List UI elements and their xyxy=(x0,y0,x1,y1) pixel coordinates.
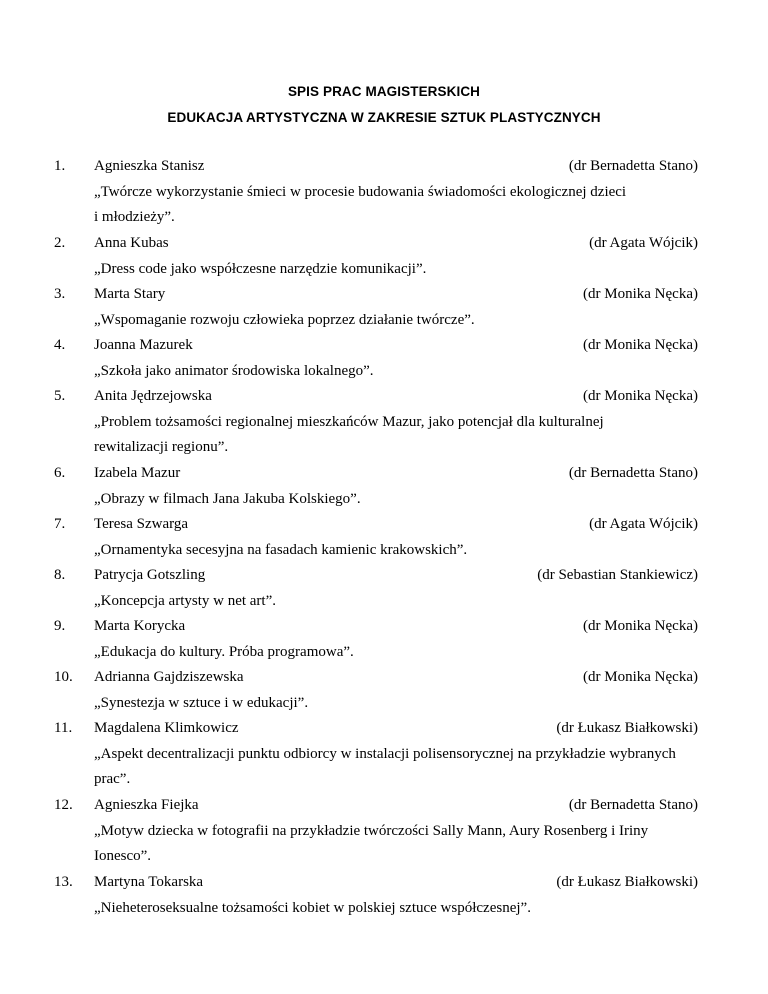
list-item xyxy=(0,665,768,716)
entry-thesis-title: „Motyw dziecka w fotografii na przykładzie twórczości Sally Mann, Aury Rosenberg i Iriny xyxy=(94,822,649,839)
entry-author: Marta Korycka xyxy=(94,618,186,634)
list-item xyxy=(0,716,768,793)
entry-thesis-title: „Obrazy w filmach Jana Jakuba Kolskiego”. xyxy=(94,490,361,507)
entry-supervisor: (dr Monika Nęcka) xyxy=(583,618,698,634)
entry-header-row xyxy=(0,282,768,308)
entry-author: Joanna Mazurek xyxy=(94,337,193,353)
entry-author: Marta Stary xyxy=(94,286,166,302)
entry-thesis-title: „Synestezja w sztuce i w edukacji”. xyxy=(94,694,309,711)
entry-supervisor: (dr Agata Wójcik) xyxy=(589,516,698,532)
entry-author: Teresa Szwarga xyxy=(94,516,189,532)
entry-number: 1. xyxy=(54,158,66,174)
list-item xyxy=(0,870,768,921)
entry-thesis-title: Ionesco”. xyxy=(94,848,152,864)
entry-header-row xyxy=(0,870,768,896)
list-item xyxy=(0,512,768,563)
entry-header-row xyxy=(0,154,768,180)
entry-header-row xyxy=(0,231,768,257)
entry-thesis-title: „Dress code jako współczesne narzędzie komunikacji”. xyxy=(94,260,427,277)
entry-thesis-title: „Twórcze wykorzystanie śmieci w procesie budowania świadomości ekologicznej dzieci xyxy=(94,183,627,200)
entry-number: 2. xyxy=(54,235,66,251)
entry-author: Izabela Mazur xyxy=(94,465,181,481)
entry-thesis-title: „Problem tożsamości regionalnej mieszkańców Mazur, jako potencjał dla kulturalnej xyxy=(94,413,604,430)
document-title: SPIS PRAC MAGISTERSKICH xyxy=(287,84,481,99)
entry-author: Agnieszka Stanisz xyxy=(94,158,205,174)
entry-supervisor: (dr Łukasz Białkowski) xyxy=(556,720,698,736)
entry-author: Anita Jędrzejowska xyxy=(94,388,212,404)
list-item xyxy=(0,384,768,461)
entry-thesis-title: „Szkoła jako animator środowiska lokalnego”. xyxy=(94,362,374,379)
entry-header-row xyxy=(0,384,768,410)
list-item xyxy=(0,614,768,665)
entry-number: 11. xyxy=(54,720,73,736)
entry-number: 3. xyxy=(54,286,66,302)
entry-supervisor: (dr Monika Nęcka) xyxy=(583,286,698,302)
entry-supervisor: (dr Łukasz Białkowski) xyxy=(556,874,698,890)
entry-number: 4. xyxy=(54,337,66,353)
entry-author: Agnieszka Fiejka xyxy=(94,797,199,813)
entry-header-row xyxy=(0,512,768,538)
document-subtitle: EDUKACJA ARTYSTYCZNA W ZAKRESIE SZTUK PLASTYCZNYCH xyxy=(167,110,601,125)
entry-number: 8. xyxy=(54,567,66,583)
entry-supervisor: (dr Monika Nęcka) xyxy=(583,337,698,353)
entry-thesis-title: „Ornamentyka secesyjna na fasadach kamienic krakowskich”. xyxy=(94,541,468,558)
entry-number: 5. xyxy=(54,388,66,404)
list-item xyxy=(0,333,768,384)
list-item xyxy=(0,154,768,231)
entry-header-row xyxy=(0,716,768,742)
entry-number: 7. xyxy=(54,516,66,532)
entry-supervisor: (dr Bernadetta Stano) xyxy=(568,158,698,174)
entry-thesis-title: i młodzieży”. xyxy=(94,209,175,225)
entry-header-row xyxy=(0,614,768,640)
entry-number: 10. xyxy=(54,669,73,685)
entry-supervisor: (dr Agata Wójcik) xyxy=(589,235,698,251)
entry-thesis-title: „Wspomaganie rozwoju człowieka poprzez działanie twórcze”. xyxy=(94,311,475,328)
entry-supervisor: (dr Bernadetta Stano) xyxy=(568,465,698,481)
entry-number: 13. xyxy=(54,874,73,890)
entry-thesis-title: prac”. xyxy=(94,771,131,787)
entry-supervisor: (dr Sebastian Stankiewicz) xyxy=(537,567,698,583)
entry-author: Patrycja Gotszling xyxy=(94,567,206,583)
entry-thesis-title: „Edukacja do kultury. Próba programowa”. xyxy=(94,643,354,660)
entry-number: 6. xyxy=(54,465,66,481)
list-item xyxy=(0,793,768,870)
entry-header-row xyxy=(0,665,768,691)
entry-header-row xyxy=(0,461,768,487)
entry-header-row xyxy=(0,563,768,589)
entry-supervisor: (dr Bernadetta Stano) xyxy=(568,797,698,813)
entry-number: 9. xyxy=(54,618,66,634)
list-item xyxy=(0,282,768,333)
entry-thesis-title: rewitalizacji regionu”. xyxy=(94,439,229,455)
entry-header-row xyxy=(0,333,768,359)
list-item xyxy=(0,563,768,614)
entry-supervisor: (dr Monika Nęcka) xyxy=(583,388,698,404)
list-item xyxy=(0,231,768,282)
entry-number: 12. xyxy=(54,797,73,813)
entry-author: Magdalena Klimkowicz xyxy=(94,720,239,736)
entry-supervisor: (dr Monika Nęcka) xyxy=(583,669,698,685)
entry-author: Adrianna Gajdziszewska xyxy=(94,669,244,685)
entry-author: Anna Kubas xyxy=(94,235,169,251)
entry-header-row xyxy=(0,793,768,819)
list-item xyxy=(0,461,768,512)
entry-thesis-title: „Koncepcja artysty w net art”. xyxy=(94,592,276,609)
entry-thesis-title: „Aspekt decentralizacji punktu odbiorcy w instalacji polisensorycznej na przykładzie wybranych xyxy=(94,745,676,762)
entry-author: Martyna Tokarska xyxy=(94,874,204,890)
entry-thesis-title: „Nieheteroseksualne tożsamości kobiet w polskiej sztuce współczesnej”. xyxy=(94,899,531,916)
